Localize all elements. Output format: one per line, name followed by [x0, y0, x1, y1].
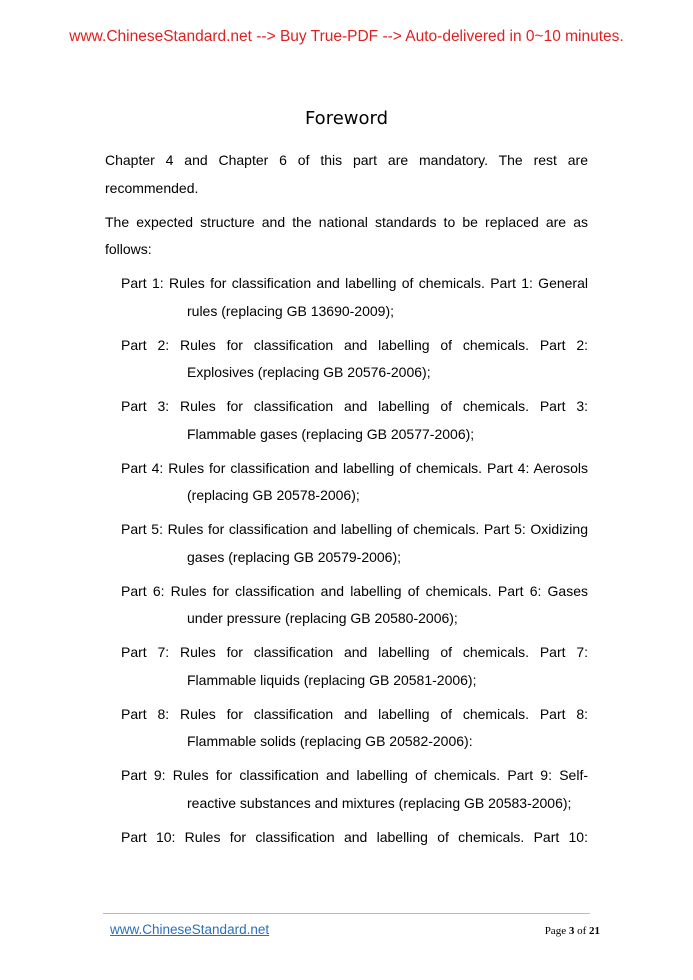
list-item: Part 2: Rules for classification and labelling of chemicals. Part 2: Explosives (replacing GB 20576-2006);	[121, 336, 588, 380]
current-page: 3	[568, 925, 575, 937]
of-label: of	[574, 925, 589, 937]
list-item: Part 5: Rules for classification and labelling of chemicals. Part 5: Oxidizing gases (replacing GB 20579-2006);	[121, 521, 588, 565]
paragraph: Chapter 4 and Chapter 6 of this part are mandatory. The rest are recommended.	[105, 152, 588, 196]
footer-divider	[103, 913, 590, 914]
total-pages: 21	[589, 925, 600, 937]
list-item: Part 8: Rules for classification and labelling of chemicals. Part 8: Flammable solids (replacing GB 20582-2006):	[121, 705, 588, 749]
list-item: Part 4: Rules for classification and labelling of chemicals. Part 4: Aerosols (replacing GB 20578-2006);	[121, 459, 588, 503]
list-item: Part 6: Rules for classification and labelling of chemicals. Part 6: Gases under pressure (replacing GB 20580-2006);	[121, 582, 588, 626]
document-body	[105, 147, 588, 858]
footer-link[interactable]: www.ChineseStandard.net	[110, 922, 270, 937]
paragraph: The expected structure and the national standards to be replaced are as follows:	[105, 213, 588, 257]
list-item: Part 3: Rules for classification and labelling of chemicals. Part 3: Flammable gases (replacing GB 20577-2006);	[121, 398, 588, 442]
list-item: Part 7: Rules for classification and labelling of chemicals. Part 7: Flammable liquids (replacing GB 20581-2006);	[121, 644, 588, 688]
page-label: Page	[544, 925, 569, 937]
list-item: Part 1: Rules for classification and labelling of chemicals. Part 1: General rules (replacing GB 13690-2009);	[121, 275, 588, 319]
promo-banner[interactable]: www.ChineseStandard.net --> Buy True-PDF --> Auto-delivered in 0~10 minutes.	[69, 28, 624, 45]
list-item: Part 10: Rules for classification and labelling of chemicals. Part 10:	[121, 828, 588, 845]
page-number	[545, 925, 600, 937]
page-title: Foreword	[304, 108, 389, 129]
list-item: Part 9: Rules for classification and labelling of chemicals. Part 9: Self-reactive substances and mixtures (replacing GB 20583-2006);	[121, 767, 588, 811]
